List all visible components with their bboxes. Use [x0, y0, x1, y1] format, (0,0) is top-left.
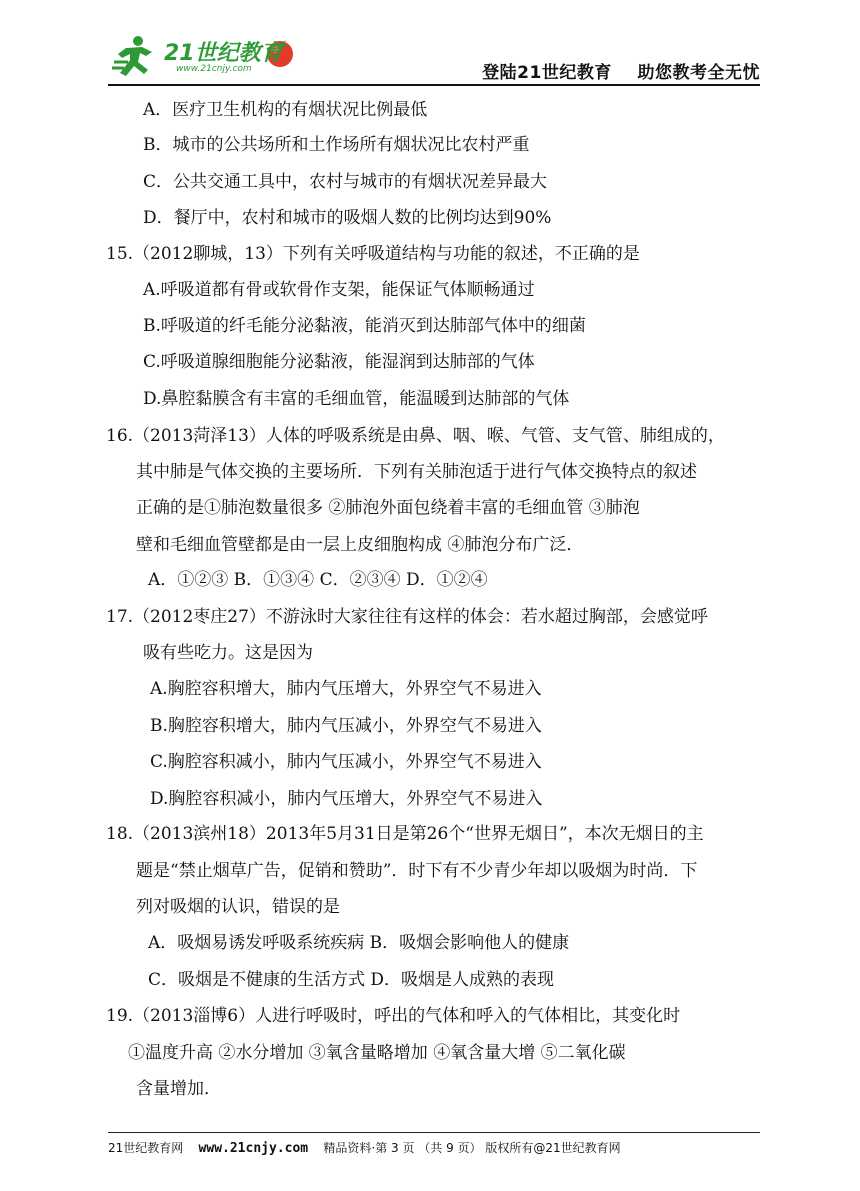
- page-footer: [108, 1139, 760, 1156]
- running-man-icon: [112, 36, 152, 76]
- text-line: 题是“禁止烟草广告，促销和赞助”．时下有不少青少年却以吸烟为时尚．下: [136, 861, 698, 881]
- text-line: C.呼吸道腺细胞能分泌黏液，能湿润到达肺部的气体: [143, 352, 535, 372]
- text-line: 18.（2013滨州18）2013年5月31日是第26个“世界无烟日”，本次无烟日的主: [106, 824, 704, 844]
- text-line: 壁和毛细血管壁都是由一层上皮细胞构成 ④肺泡分布广泛．: [136, 535, 584, 555]
- text-line: A.胸腔容积增大，肺内气压增大，外界空气不易进入: [150, 679, 542, 699]
- text-line: 吸有些吃力。这是因为: [143, 643, 313, 663]
- text-line: A．①②③ B．①③④ C．②③④ D．①②④: [148, 570, 488, 590]
- footer-info: 精品资料·第 3 页 （共 9 页） 版权所有@21世纪教育网: [323, 1141, 621, 1155]
- footer-site: 21世纪教育网: [108, 1141, 184, 1155]
- logo-url: www.21cnjy.com: [176, 64, 252, 74]
- text-line: D．餐厅中，农村和城市的吸烟人数的比例均达到90%: [143, 208, 552, 228]
- text-line: 正确的是①肺泡数量很多 ②肺泡外面包绕着丰富的毛细血管 ③肺泡: [136, 498, 640, 518]
- text-line: C．吸烟是不健康的生活方式 D．吸烟是人成熟的表现: [148, 970, 555, 990]
- text-line: 16.（2013菏泽13）人体的呼吸系统是由鼻、咽、喉、气管、支气管、肺组成的，: [106, 426, 725, 446]
- text-line: C.胸腔容积减小，肺内气压减小，外界空气不易进入: [150, 752, 542, 772]
- text-line: B．城市的公共场所和土作场所有烟状况比农村严重: [143, 135, 530, 155]
- text-line: 列对吸烟的认识，错误的是: [136, 897, 340, 917]
- text-line: 17.（2012枣庄27）不游泳时大家往往有这样的体会：若水超过胸部，会感觉呼: [106, 607, 708, 627]
- text-line: 含量增加．: [136, 1079, 221, 1099]
- text-line: D.鼻腔黏膜含有丰富的毛细血管，能温暖到达肺部的气体: [143, 389, 570, 409]
- text-line: 15.（2012聊城，13）下列有关呼吸道结构与功能的叙述，不正确的是: [106, 244, 640, 264]
- text-line: A．吸烟易诱发呼吸系统疾病 B．吸烟会影响他人的健康: [148, 933, 570, 953]
- text-line: B.胸腔容积增大，肺内气压减小，外界空气不易进入: [150, 716, 542, 736]
- text-line: B.呼吸道的纤毛能分泌黏液，能消灭到达肺部气体中的细菌: [143, 316, 586, 336]
- text-line: D.胸腔容积减小，肺内气压增大，外界空气不易进入: [150, 789, 543, 809]
- text-line: A.呼吸道都有骨或软骨作支架，能保证气体顺畅通过: [143, 280, 535, 300]
- text-line: C．公共交通工具中，农村与城市的有烟状况差异最大: [143, 172, 548, 192]
- footer-divider: [108, 1132, 760, 1133]
- text-line: 其中肺是气体交换的主要场所．下列有关肺泡适于进行气体交换特点的叙述: [136, 462, 697, 482]
- text-line: A．医疗卫生机构的有烟状况比例最低: [143, 100, 428, 120]
- document-body: [0, 86, 860, 1126]
- text-line: ①温度升高 ②水分增加 ③氧含量略增加 ④氧含量大增 ⑤二氧化碳: [128, 1043, 626, 1063]
- page-header: [108, 28, 760, 84]
- footer-url[interactable]: www.21cnjy.com: [198, 1141, 309, 1156]
- logo-text: 21世纪教育: [164, 41, 283, 66]
- header-slogan: 登陆21世纪教育 助您教考全无忧: [482, 63, 760, 83]
- text-line: 19.（2013淄博6）人进行呼吸时，呼出的气体和呼入的气体相比，其变化时: [106, 1006, 681, 1026]
